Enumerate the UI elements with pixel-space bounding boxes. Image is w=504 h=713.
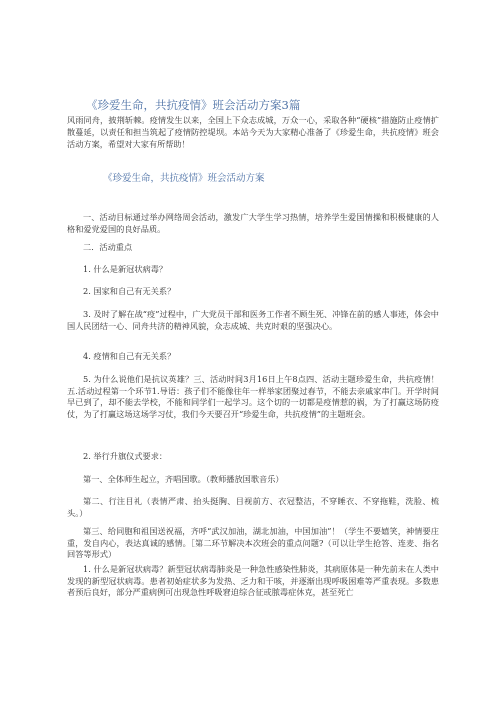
paragraph-activity-goal: 一、活动目标通过举办网络周会活动，激发广大学生学习热情，培养学生爱国情操和积极健康的人格和爱党爱国的良好品质。 bbox=[67, 212, 439, 234]
paragraph-what-is-virus: 1. 什么是新冠状病毒？新型冠状病毒肺炎是一种急性感染性肺炎，其病原体是一种先前未在人类中发现的新型冠状病毒。患者初始症状多为发热、乏力和干咳，并逐渐出现呼吸困难等严重表现。多数患者预后良好，部分严重病例可出现急性呼吸窘迫综合征或脓毒症休克，甚至死亡 bbox=[67, 564, 439, 597]
paragraph-item-1: 1. 什么是新冠状病毒？ bbox=[83, 264, 168, 274]
document-title: 《珍爱生命，共抗疫情》班会活动方案3篇 bbox=[86, 98, 301, 112]
paragraph-step-one: 第一、全体师生起立，齐唱国歌。（教师播放国歌音乐） bbox=[83, 474, 284, 484]
paragraph-activity-focus: 二．活动重点 bbox=[83, 242, 133, 252]
paragraph-item-5: 5. 为什么说他们是抗议英雄？三、活动时间3月16日上午8点四、活动主题珍爱生命，共抗疫情！五.活动过程第一个环节1.导语：孩子们不能像往年一样举家团聚过春节，不能去亲戚家串门。开学时间早已到了，却不能去学校，不能和同学们一起学习。这个切的一切都是疫情惹的祸，为了打赢这场防疫仗，为了打赢这场这场学习仗，我们今天要召开“珍爱生命，共抗疫情”的主题班会。 bbox=[67, 374, 439, 419]
paragraph-flag-ceremony: 2. 举行升旗仪式要求： bbox=[83, 451, 168, 461]
paragraph-item-3: 3. 及时了解在战“疫”过程中，广大党员干部和医务工作者不顾生死、冲锋在前的感人事迹，体会中国人民团结一心、同舟共济的精神风貌，众志成城、共克时艰的坚强决心。 bbox=[67, 309, 439, 331]
intro-paragraph: 风雨同舟，披荆斩棘。疫情发生以来，全国上下众志成城，万众一心，采取各种“硬核”措施防止疫情扩散蔓延，以责任和担当筑起了疫情防控堤坝。本站今天为大家精心准备了《珍爱生命，共抗疫情》班会活动方案，希望对大家有所帮助！ bbox=[67, 115, 439, 149]
paragraph-item-4: 4. 疫情和自己有无关系？ bbox=[83, 351, 176, 361]
section-subtitle: 《珍爱生命，共抗疫情》班会活动方案 bbox=[103, 173, 265, 184]
paragraph-step-two: 第二、行注目礼（表情严肃、抬头挺胸、目视前方、衣冠整洁，不穿睡衣、不穿拖鞋，洗脸、梳头。） bbox=[67, 496, 439, 518]
paragraph-item-2: 2. 国家和自己有无关系？ bbox=[83, 286, 176, 296]
paragraph-step-three: 第三、给同胞和祖国送祝福，齐呼“武汉加油，湖北加油，中国加油”！（学生不要嬉笑，神情要庄重，发自内心，表达真诚的感情。［第二环节解决本次班会的重点问题?（可以让学生抢答、连麦、指名回答等形式） bbox=[67, 526, 439, 559]
